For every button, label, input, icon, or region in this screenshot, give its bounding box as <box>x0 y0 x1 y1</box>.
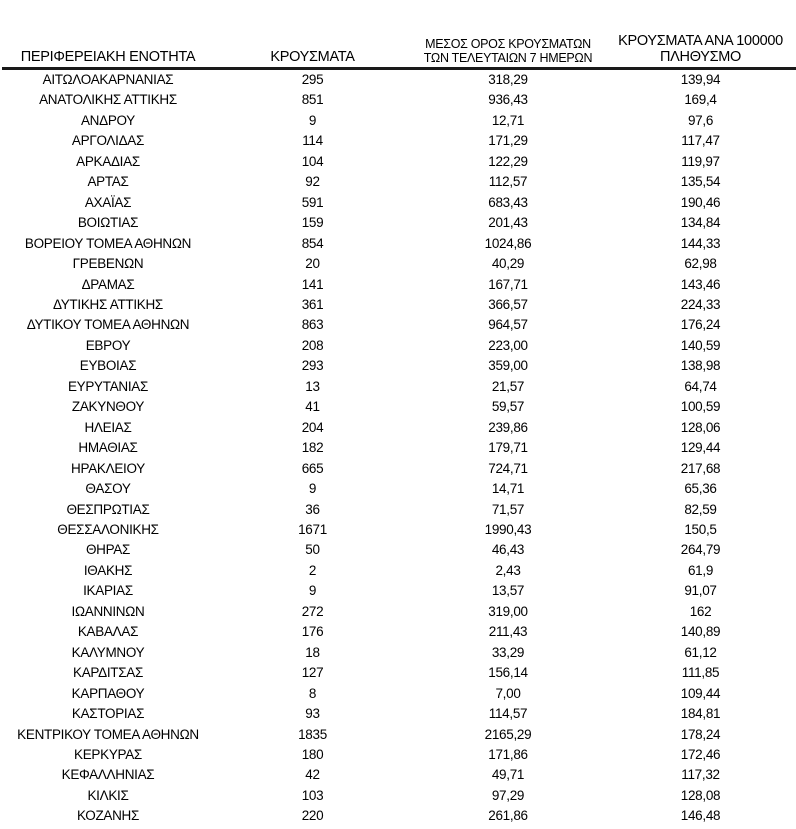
table-row <box>2 622 796 642</box>
table-row <box>2 745 796 765</box>
value-cell-per-100000: 178,24 <box>680 726 721 742</box>
region-name-cell: ΑΝΑΤΟΛΙΚΗΣ ΑΤΤΙΚΗΣ <box>39 92 177 108</box>
region-name-cell: ΚΑΒΑΛΑΣ <box>77 624 139 640</box>
table-row <box>2 725 796 745</box>
table-row <box>2 213 796 233</box>
value-cell-avg-7-days: 201,43 <box>488 215 528 231</box>
table-row <box>2 459 796 479</box>
table-row <box>2 315 796 335</box>
column-header-line: ΚΡΟΥΣΜΑΤΑ ΑΝΑ 100000 <box>618 33 783 49</box>
region-name-cell: ΚΕΝΤΡΙΚΟΥ ΤΟΜΕΑ ΑΘΗΝΩΝ <box>17 726 199 742</box>
value-cell-avg-7-days: 13,57 <box>491 583 525 599</box>
table-row <box>2 704 796 724</box>
table-row <box>2 295 796 315</box>
region-name-cell: ΔΥΤΙΚΗΣ ΑΤΤΙΚΗΣ <box>53 296 163 312</box>
value-cell-per-100000: 91,07 <box>684 583 717 599</box>
region-name-cell: ΙΚΑΡΙΑΣ <box>83 583 133 599</box>
value-cell-avg-7-days: 318,29 <box>488 72 528 87</box>
value-cell-per-100000: 97,6 <box>687 112 714 128</box>
value-cell-avg-7-days: 223,00 <box>488 337 528 353</box>
value-cell-per-100000: 119,97 <box>681 153 720 169</box>
value-cell-avg-7-days: 21,57 <box>491 378 525 394</box>
value-cell-cases: 13 <box>305 378 320 394</box>
value-cell-per-100000: 184,81 <box>680 706 721 722</box>
value-cell-cases: 41 <box>305 399 320 415</box>
value-cell-per-100000: 190,46 <box>680 194 721 210</box>
table-row <box>2 479 796 499</box>
table-row <box>2 540 796 560</box>
value-cell-cases: 50 <box>305 542 320 558</box>
value-cell-per-100000: 144,33 <box>680 235 721 251</box>
value-cell-cases: 9 <box>308 583 317 599</box>
value-cell-cases: 204 <box>301 419 324 435</box>
value-cell-avg-7-days: 7,00 <box>495 685 521 701</box>
value-cell-cases: 272 <box>301 603 324 619</box>
table-row <box>2 111 796 131</box>
value-cell-avg-7-days: 179,71 <box>488 440 528 456</box>
region-name-cell: ΚΑΡΠΑΘΟΥ <box>71 685 145 701</box>
table-row <box>2 643 796 663</box>
value-cell-cases: 220 <box>301 808 324 824</box>
value-cell-avg-7-days: 683,43 <box>488 194 528 210</box>
value-cell-avg-7-days: 112,57 <box>488 174 528 190</box>
value-cell-cases: 127 <box>301 665 324 681</box>
value-cell-avg-7-days: 71,57 <box>491 501 525 517</box>
column-header-line: ΠΛΗΘΥΣΜΟ <box>659 49 742 65</box>
value-cell-cases: 159 <box>301 215 324 231</box>
region-name-cell: ΘΕΣΠΡΩΤΙΑΣ <box>66 501 150 517</box>
table-row <box>2 786 796 806</box>
region-name-cell: ΘΕΣΣΑΛΟΝΙΚΗΣ <box>57 521 159 537</box>
column-header-per-100000 <box>605 0 796 69</box>
value-cell-per-100000: 134,84 <box>680 215 721 231</box>
value-cell-avg-7-days: 40,29 <box>491 256 525 272</box>
table-row <box>2 234 796 254</box>
value-cell-cases: 2 <box>308 562 317 578</box>
column-header-cases <box>214 0 411 69</box>
table-row <box>2 377 796 397</box>
value-cell-avg-7-days: 33,29 <box>491 644 525 660</box>
value-cell-per-100000: 139,94 <box>680 72 721 87</box>
region-name-cell: ΚΙΛΚΙΣ <box>87 787 129 803</box>
value-cell-per-100000: 264,79 <box>680 542 721 558</box>
value-cell-per-100000: 129,44 <box>680 440 721 456</box>
value-cell-cases: 854 <box>301 235 324 251</box>
table-row <box>2 152 796 172</box>
value-cell-per-100000: 172,46 <box>680 746 721 762</box>
region-name-cell: ΓΡΕΒΕΝΩΝ <box>72 256 144 272</box>
column-header-region <box>2 0 214 69</box>
value-cell-cases: 104 <box>301 153 324 169</box>
value-cell-cases: 182 <box>301 440 324 456</box>
region-name-cell: ΒΟΙΩΤΙΑΣ <box>77 215 139 231</box>
value-cell-avg-7-days: 156,14 <box>488 665 528 681</box>
region-name-cell: ΒΟΡΕΙΟΥ ΤΟΜΕΑ ΑΘΗΝΩΝ <box>24 235 192 251</box>
region-name-cell: ΚΑΡΔΙΤΣΑΣ <box>72 665 144 681</box>
value-cell-per-100000: 135,54 <box>680 174 721 190</box>
table-row <box>2 275 796 295</box>
region-name-cell: ΚΑΛΥΜΝΟΥ <box>71 644 145 660</box>
value-cell-per-100000: 61,12 <box>684 644 717 660</box>
value-cell-avg-7-days: 59,57 <box>491 399 525 415</box>
value-cell-per-100000: 140,59 <box>680 337 721 353</box>
table-row <box>2 765 796 785</box>
table-row <box>2 806 796 826</box>
value-cell-per-100000: 169,4 <box>684 92 717 108</box>
region-name-cell: ΔΥΤΙΚΟΥ ΤΟΜΕΑ ΑΘΗΝΩΝ <box>26 317 190 333</box>
table-row <box>2 397 796 417</box>
table-row <box>2 520 796 540</box>
value-cell-per-100000: 109,44 <box>680 685 721 701</box>
region-name-cell: ΚΟΖΑΝΗΣ <box>76 808 140 824</box>
value-cell-avg-7-days: 167,71 <box>488 276 528 292</box>
value-cell-avg-7-days: 14,71 <box>491 481 525 497</box>
value-cell-cases: 295 <box>301 72 324 87</box>
value-cell-cases: 18 <box>305 644 320 660</box>
value-cell-per-100000: 176,24 <box>680 317 721 333</box>
value-cell-cases: 20 <box>305 256 320 272</box>
value-cell-avg-7-days: 171,86 <box>488 746 528 762</box>
table-row <box>2 602 796 622</box>
table-row <box>2 684 796 704</box>
value-cell-cases: 591 <box>301 194 324 210</box>
value-cell-per-100000: 62,98 <box>684 256 717 272</box>
value-cell-avg-7-days: 114,57 <box>488 706 528 722</box>
column-header-avg-7-days <box>411 0 605 69</box>
region-name-cell: ΚΕΦΑΛΛΗΝΙΑΣ <box>61 767 155 783</box>
value-cell-cases: 42 <box>305 767 320 783</box>
region-name-cell: ΔΡΑΜΑΣ <box>81 276 135 292</box>
value-cell-cases: 180 <box>301 746 324 762</box>
region-name-cell: ΚΕΡΚΥΡΑΣ <box>74 746 142 762</box>
region-name-cell: ΗΡΑΚΛΕΙΟΥ <box>71 460 145 476</box>
region-name-cell: ΑΡΓΟΛΙΔΑΣ <box>71 133 145 149</box>
value-cell-avg-7-days: 2,43 <box>495 562 521 578</box>
region-name-cell: ΘΗΡΑΣ <box>85 542 131 558</box>
value-cell-cases: 9 <box>308 112 317 128</box>
value-cell-per-100000: 140,89 <box>680 624 721 640</box>
value-cell-per-100000: 64,74 <box>684 378 717 394</box>
column-header-line: ΚΡΟΥΣΜΑΤΑ <box>270 49 355 65</box>
value-cell-per-100000: 100,59 <box>680 399 721 415</box>
table-row <box>2 69 796 91</box>
value-cell-per-100000: 82,59 <box>684 501 717 517</box>
region-name-cell: ΕΥΡΥΤΑΝΙΑΣ <box>67 378 149 394</box>
region-name-cell: ΙΘΑΚΗΣ <box>83 562 133 578</box>
value-cell-per-100000: 117,32 <box>681 767 720 783</box>
value-cell-avg-7-days: 2165,29 <box>484 726 532 742</box>
table-row <box>2 500 796 520</box>
value-cell-avg-7-days: 936,43 <box>488 92 528 108</box>
table-row <box>2 581 796 601</box>
region-name-cell: ΑΧΑΪΑΣ <box>84 194 132 210</box>
region-name-cell: ΖΑΚΥΝΘΟΥ <box>71 399 145 415</box>
table-row <box>2 418 796 438</box>
value-cell-avg-7-days: 97,29 <box>491 787 525 803</box>
region-name-cell: ΑΡΚΑΔΙΑΣ <box>76 153 140 169</box>
region-name-cell: ΙΩΑΝΝΙΝΩΝ <box>71 603 145 619</box>
value-cell-avg-7-days: 49,71 <box>491 767 525 783</box>
value-cell-avg-7-days: 964,57 <box>488 317 528 333</box>
value-cell-cases: 863 <box>301 317 324 333</box>
table-row <box>2 561 796 581</box>
value-cell-avg-7-days: 261,86 <box>488 808 528 824</box>
value-cell-avg-7-days: 122,29 <box>488 153 528 169</box>
value-cell-avg-7-days: 724,71 <box>488 460 528 476</box>
value-cell-cases: 665 <box>301 460 324 476</box>
column-header-line: ΠΕΡΙΦΕΡΕΙΑΚΗ ΕΝΟΤΗΤΑ <box>20 49 196 65</box>
table-body <box>2 69 796 827</box>
value-cell-per-100000: 61,9 <box>687 562 714 578</box>
value-cell-cases: 1671 <box>298 521 327 537</box>
region-name-cell: ΘΑΣΟΥ <box>85 481 131 497</box>
region-name-cell: ΕΒΡΟΥ <box>85 337 131 353</box>
column-header-line: ΜΕΣΟΣ ΟΡΟΣ ΚΡΟΥΣΜΑΤΩΝ <box>425 37 591 51</box>
value-cell-cases: 176 <box>301 624 324 640</box>
region-name-cell: ΑΙΤΩΛΟΑΚΑΡΝΑΝΙΑΣ <box>42 72 174 87</box>
value-cell-cases: 8 <box>308 685 317 701</box>
value-cell-per-100000: 138,98 <box>680 358 721 374</box>
value-cell-cases: 851 <box>301 92 324 108</box>
value-cell-per-100000: 224,33 <box>680 296 721 312</box>
value-cell-cases: 36 <box>305 501 320 517</box>
value-cell-per-100000: 146,48 <box>680 808 721 824</box>
table-row <box>2 90 796 110</box>
column-header-line: ΤΩΝ ΤΕΛΕΥΤΑΙΩΝ 7 ΗΜΕΡΩΝ <box>423 51 593 65</box>
value-cell-cases: 361 <box>301 296 324 312</box>
value-cell-per-100000: 111,85 <box>681 665 720 681</box>
value-cell-avg-7-days: 366,57 <box>488 296 528 312</box>
regional-cases-table <box>2 0 796 827</box>
value-cell-cases: 9 <box>308 481 317 497</box>
value-cell-avg-7-days: 239,86 <box>488 419 528 435</box>
value-cell-avg-7-days: 1990,43 <box>484 521 532 537</box>
region-name-cell: ΗΜΑΘΙΑΣ <box>78 440 138 456</box>
table-row <box>2 254 796 274</box>
value-cell-avg-7-days: 12,71 <box>491 112 525 128</box>
region-name-cell: ΗΛΕΙΑΣ <box>84 419 132 435</box>
region-name-cell: ΚΑΣΤΟΡΙΑΣ <box>71 706 145 722</box>
value-cell-cases: 92 <box>305 174 320 190</box>
value-cell-cases: 208 <box>301 337 324 353</box>
value-cell-avg-7-days: 319,00 <box>488 603 528 619</box>
table-row <box>2 131 796 151</box>
table-row <box>2 193 796 213</box>
table-row <box>2 172 796 192</box>
table-row <box>2 663 796 683</box>
value-cell-cases: 1835 <box>298 726 327 742</box>
table-row <box>2 336 796 356</box>
value-cell-per-100000: 162 <box>689 603 712 619</box>
value-cell-per-100000: 143,46 <box>680 276 721 292</box>
value-cell-avg-7-days: 46,43 <box>491 542 525 558</box>
value-cell-cases: 114 <box>302 133 323 149</box>
value-cell-per-100000: 150,5 <box>684 521 717 537</box>
region-name-cell: ΕΥΒΟΙΑΣ <box>79 358 137 374</box>
value-cell-avg-7-days: 359,00 <box>488 358 528 374</box>
value-cell-avg-7-days: 171,29 <box>488 133 528 149</box>
value-cell-cases: 93 <box>305 706 320 722</box>
region-name-cell: ΑΝΔΡΟΥ <box>80 112 136 128</box>
table-row <box>2 356 796 376</box>
value-cell-per-100000: 65,36 <box>684 481 717 497</box>
value-cell-cases: 293 <box>301 358 324 374</box>
table-header-row <box>2 0 796 69</box>
value-cell-avg-7-days: 1024,86 <box>484 235 532 251</box>
value-cell-cases: 103 <box>301 787 324 803</box>
table-row <box>2 438 796 458</box>
table-header <box>2 0 796 69</box>
value-cell-cases: 141 <box>301 276 324 292</box>
value-cell-per-100000: 217,68 <box>680 460 721 476</box>
region-name-cell: ΑΡΤΑΣ <box>87 174 129 190</box>
value-cell-per-100000: 128,08 <box>680 787 721 803</box>
value-cell-avg-7-days: 211,43 <box>488 624 528 640</box>
value-cell-per-100000: 117,47 <box>681 133 720 149</box>
value-cell-per-100000: 128,06 <box>680 419 721 435</box>
